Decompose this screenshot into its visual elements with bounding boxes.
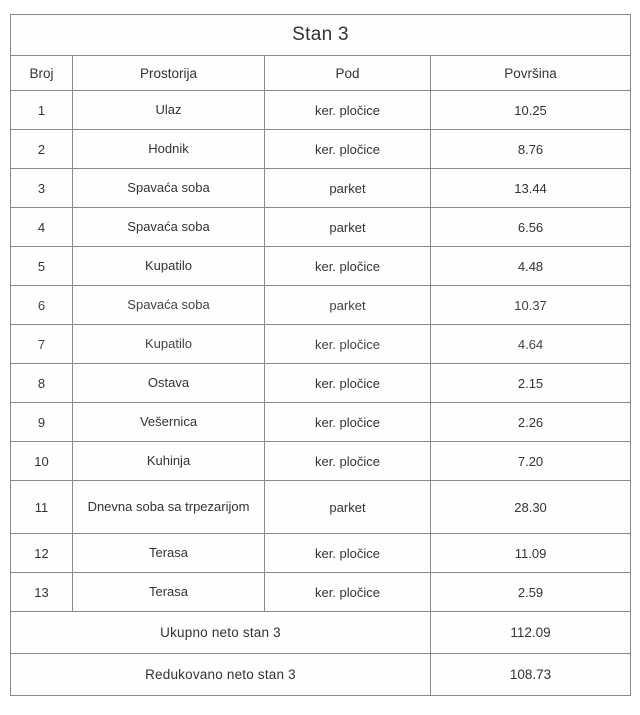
cell-pod: ker. pločice bbox=[265, 403, 431, 442]
cell-prostorija: Spavaća soba bbox=[73, 208, 265, 247]
cell-pod: ker. pločice bbox=[265, 91, 431, 130]
cell-pod: ker. pločice bbox=[265, 442, 431, 481]
table-row bbox=[11, 91, 631, 130]
cell-broj: 11 bbox=[11, 481, 73, 534]
cell-pod: ker. pločice bbox=[265, 325, 431, 364]
summary-value: 112.09 bbox=[431, 612, 631, 654]
cell-pod: parket bbox=[265, 481, 431, 534]
summary-label: Ukupno neto stan 3 bbox=[11, 612, 431, 654]
cell-povrsina: 2.15 bbox=[431, 364, 631, 403]
cell-prostorija: Kupatilo bbox=[73, 325, 265, 364]
table-row bbox=[11, 403, 631, 442]
cell-prostorija: Hodnik bbox=[73, 130, 265, 169]
table-title-row bbox=[11, 15, 631, 56]
cell-prostorija: Terasa bbox=[73, 573, 265, 612]
cell-prostorija: Kuhinja bbox=[73, 442, 265, 481]
table-row bbox=[11, 325, 631, 364]
column-header-broj: Broj bbox=[11, 56, 73, 91]
table-row bbox=[11, 286, 631, 325]
table-row bbox=[11, 364, 631, 403]
table-row bbox=[11, 534, 631, 573]
cell-prostorija: Ulaz bbox=[73, 91, 265, 130]
cell-broj: 10 bbox=[11, 442, 73, 481]
cell-povrsina: 2.26 bbox=[431, 403, 631, 442]
cell-pod: parket bbox=[265, 208, 431, 247]
table-row bbox=[11, 481, 631, 534]
cell-povrsina: 11.09 bbox=[431, 534, 631, 573]
cell-povrsina: 28.30 bbox=[431, 481, 631, 534]
cell-broj: 4 bbox=[11, 208, 73, 247]
cell-pod: ker. pločice bbox=[265, 573, 431, 612]
cell-povrsina: 6.56 bbox=[431, 208, 631, 247]
column-header-povrsina: Površina bbox=[431, 56, 631, 91]
table-row bbox=[11, 573, 631, 612]
summary-value: 108.73 bbox=[431, 654, 631, 696]
cell-prostorija: Spavaća soba bbox=[73, 169, 265, 208]
cell-povrsina: 10.37 bbox=[431, 286, 631, 325]
cell-broj: 3 bbox=[11, 169, 73, 208]
cell-povrsina: 7.20 bbox=[431, 442, 631, 481]
cell-broj: 13 bbox=[11, 573, 73, 612]
cell-povrsina: 4.64 bbox=[431, 325, 631, 364]
cell-broj: 5 bbox=[11, 247, 73, 286]
column-header-pod: Pod bbox=[265, 56, 431, 91]
cell-povrsina: 4.48 bbox=[431, 247, 631, 286]
cell-prostorija: Kupatilo bbox=[73, 247, 265, 286]
table-title: Stan 3 bbox=[11, 15, 631, 56]
table-row bbox=[11, 208, 631, 247]
table-row bbox=[11, 130, 631, 169]
cell-pod: ker. pločice bbox=[265, 364, 431, 403]
cell-broj: 9 bbox=[11, 403, 73, 442]
cell-prostorija: Dnevna soba sa trpezarijom bbox=[73, 481, 265, 534]
cell-prostorija: Vešernica bbox=[73, 403, 265, 442]
cell-broj: 6 bbox=[11, 286, 73, 325]
cell-povrsina: 13.44 bbox=[431, 169, 631, 208]
cell-povrsina: 10.25 bbox=[431, 91, 631, 130]
column-header-prostorija: Prostorija bbox=[73, 56, 265, 91]
table-row bbox=[11, 169, 631, 208]
cell-prostorija: Ostava bbox=[73, 364, 265, 403]
cell-pod: parket bbox=[265, 286, 431, 325]
cell-pod: ker. pločice bbox=[265, 247, 431, 286]
cell-broj: 7 bbox=[11, 325, 73, 364]
cell-pod: parket bbox=[265, 169, 431, 208]
apartment-schedule-table-wrapper bbox=[10, 14, 630, 696]
table-row bbox=[11, 247, 631, 286]
cell-broj: 1 bbox=[11, 91, 73, 130]
table-row bbox=[11, 442, 631, 481]
cell-pod: ker. pločice bbox=[265, 130, 431, 169]
summary-row-reduced-net bbox=[11, 654, 631, 696]
cell-prostorija: Spavaća soba bbox=[73, 286, 265, 325]
cell-pod: ker. pločice bbox=[265, 534, 431, 573]
cell-povrsina: 8.76 bbox=[431, 130, 631, 169]
cell-broj: 12 bbox=[11, 534, 73, 573]
summary-row-total-net bbox=[11, 612, 631, 654]
cell-broj: 2 bbox=[11, 130, 73, 169]
summary-label: Redukovano neto stan 3 bbox=[11, 654, 431, 696]
table-header-row bbox=[11, 56, 631, 91]
apartment-schedule-table bbox=[10, 14, 631, 696]
cell-povrsina: 2.59 bbox=[431, 573, 631, 612]
cell-prostorija: Terasa bbox=[73, 534, 265, 573]
cell-broj: 8 bbox=[11, 364, 73, 403]
